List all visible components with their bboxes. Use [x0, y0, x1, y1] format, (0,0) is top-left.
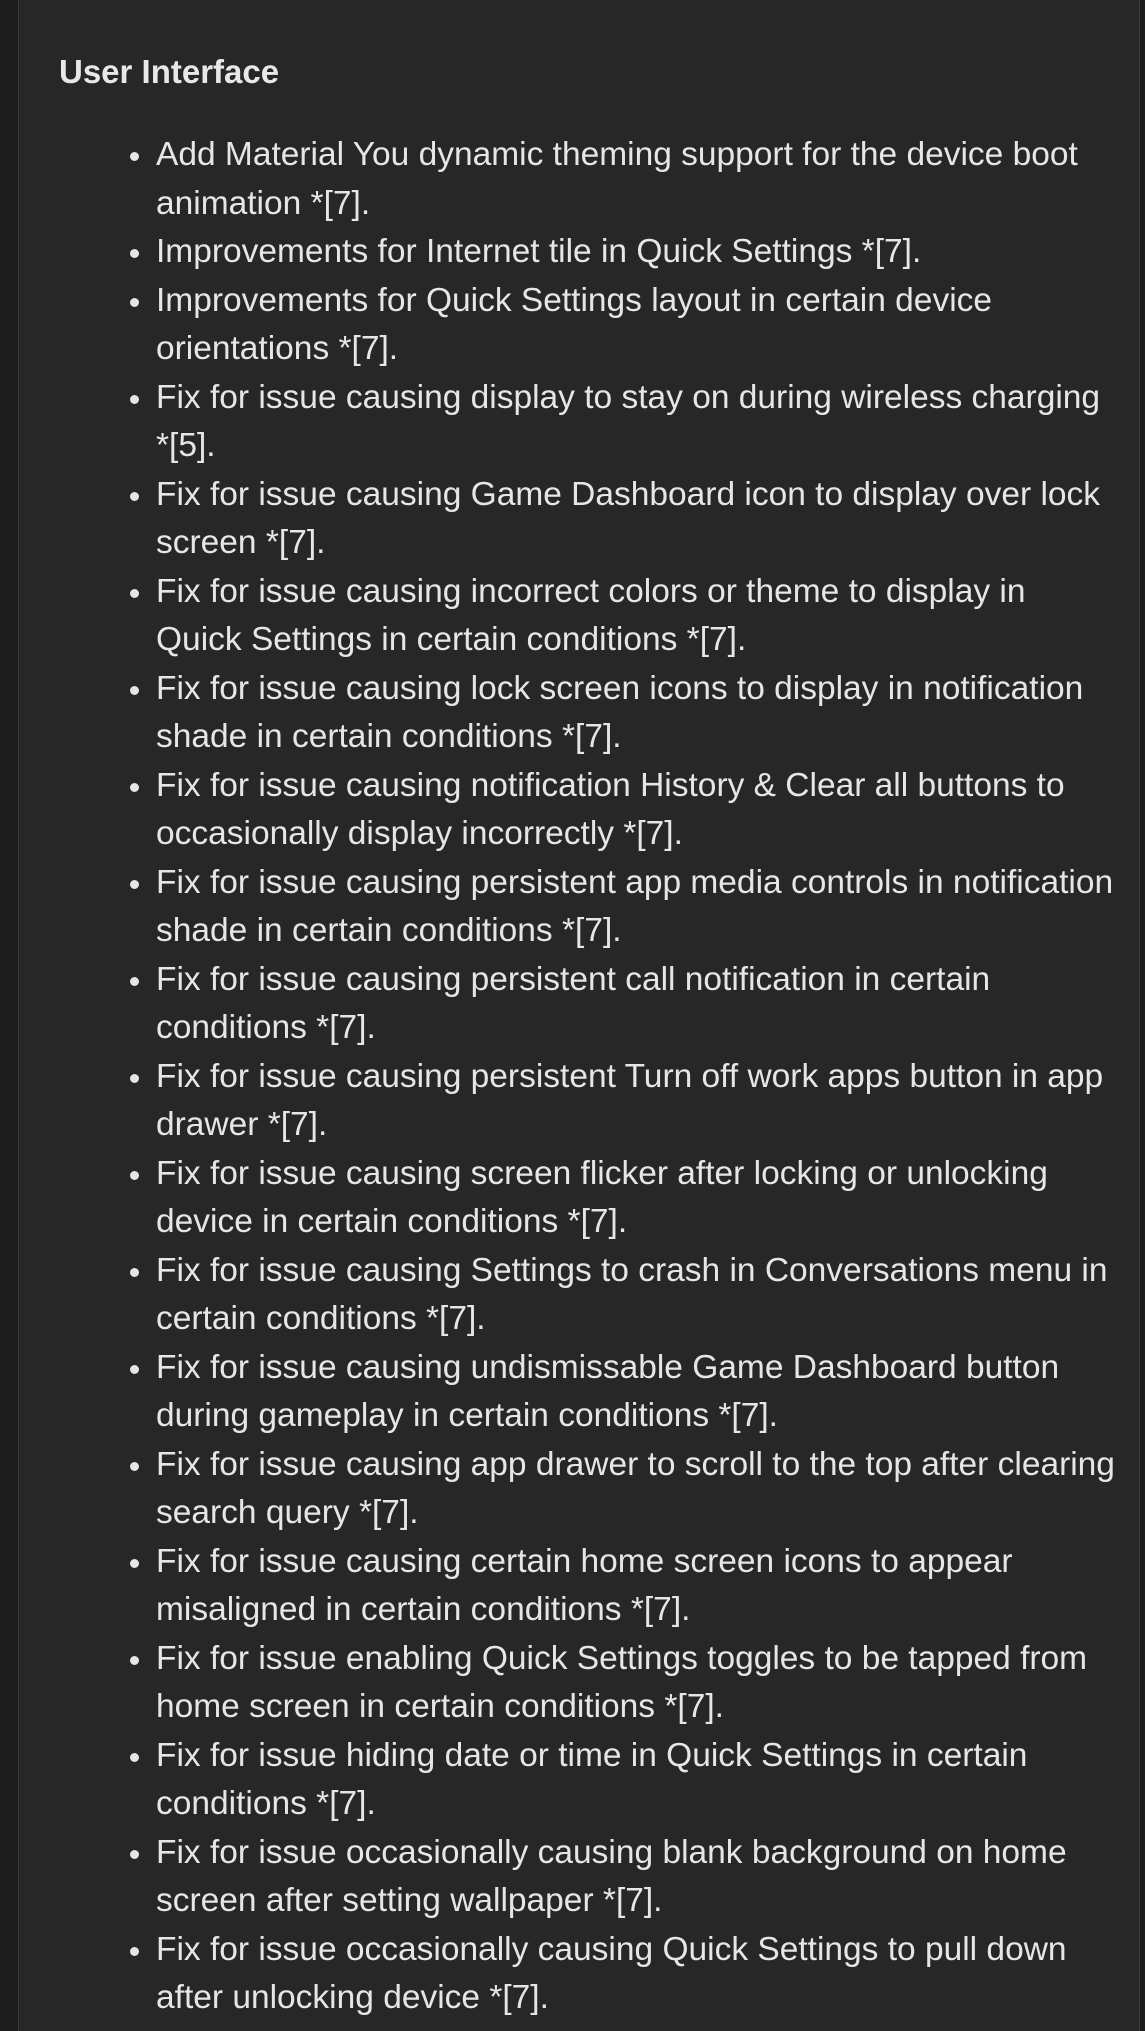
- list-item: Fix for issue causing display to stay on during wireless charging *[5].: [156, 374, 1116, 471]
- list-item: Fix for issue enabling Quick Settings toggles to be tapped from home screen in certain conditions *[7].: [156, 1635, 1116, 1732]
- list-item: Fix for issue causing persistent Turn off work apps button in app drawer *[7].: [156, 1053, 1116, 1150]
- list-item: Fix for issue causing lock screen icons to display in notification shade in certain conditions *[7].: [156, 665, 1116, 762]
- list-item: Fix for issue causing notification History & Clear all buttons to occasionally display incorrectly *[7].: [156, 762, 1116, 859]
- list-item: Fix for issue occasionally causing blank background on home screen after setting wallpaper *[7].: [156, 1829, 1116, 1926]
- list-item: Fix for issue occasionally causing Quick Settings to pull down after unlocking device *[7].: [156, 1926, 1116, 2023]
- list-item: Fix for issue causing persistent call notification in certain conditions *[7].: [156, 956, 1116, 1053]
- list-item: Fix for issue hiding date or time in Quick Settings in certain conditions *[7].: [156, 1732, 1116, 1829]
- list-item: Improvements for Quick Settings layout in certain device orientations *[7].: [156, 277, 1116, 374]
- list-item: Add Material You dynamic theming support for the device boot animation *[7].: [156, 131, 1116, 228]
- list-item: Fix for issue causing app drawer to scroll to the top after clearing search query *[7].: [156, 1441, 1116, 1538]
- list-item: Fix for issue causing incorrect colors or theme to display in Quick Settings in certain conditions *[7].: [156, 568, 1116, 665]
- list-item: Fix for issue causing Game Dashboard icon to display over lock screen *[7].: [156, 471, 1116, 568]
- section-title: User Interface: [59, 53, 280, 90]
- list-item: Fix for issue causing undismissable Game Dashboard button during gameplay in certain conditions *[7].: [156, 1344, 1116, 1441]
- list-item: Fix for issue causing persistent app media controls in notification shade in certain conditions *[7].: [156, 859, 1116, 956]
- release-notes-list: [156, 131, 1116, 2023]
- list-item: Fix for issue causing certain home screen icons to appear misaligned in certain conditions *[7].: [156, 1538, 1116, 1635]
- list-item: Fix for issue causing screen flicker after locking or unlocking device in certain conditions *[7].: [156, 1150, 1116, 1247]
- list-item: Improvements for Internet tile in Quick Settings *[7].: [156, 228, 1116, 277]
- list-item: Fix for issue causing Settings to crash in Conversations menu in certain conditions *[7].: [156, 1247, 1116, 1344]
- release-notes-card: [18, 0, 1140, 2031]
